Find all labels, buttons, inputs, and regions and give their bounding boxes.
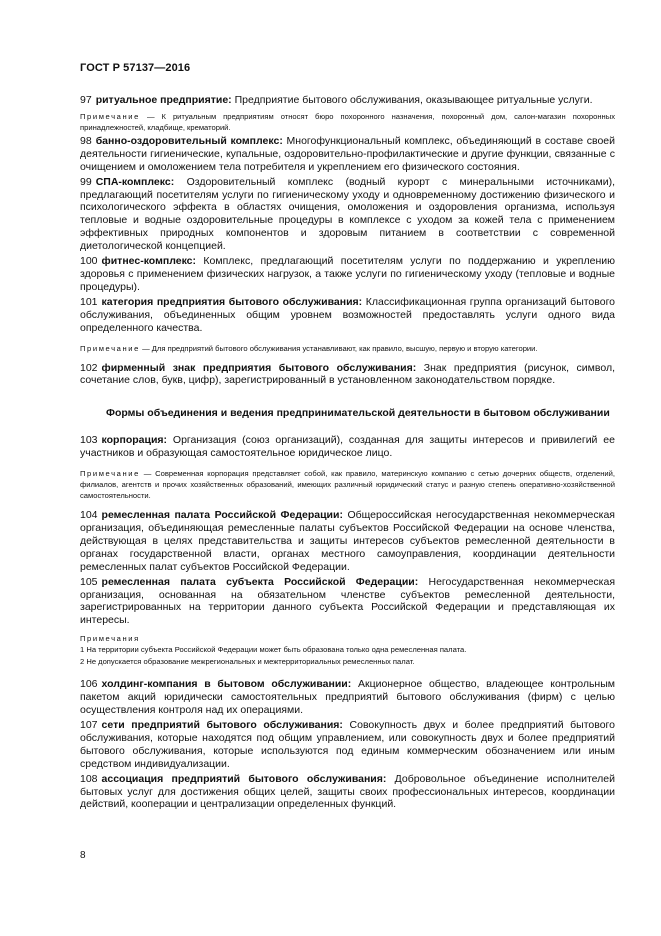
term-definition: Акционерное общество, владеющее контрольным пакетом акций юридически самостоятельных предприятий бытового обслуживания (фирм) с целью осуществления контроля над их операциями. [80, 678, 615, 717]
term-102 [80, 362, 615, 388]
term-number: 99 [80, 175, 92, 188]
note-label: Примечание [80, 111, 140, 121]
term-106 [80, 678, 615, 717]
term-number: 101 [80, 295, 98, 308]
term-name: категория предприятия бытового обслуживания: [101, 295, 363, 308]
term-definition: Оздоровительный комплекс (водный курорт с минеральными источниками), предлагающий посетителям услуги по гигиеническому уходу и одновременному достижению физического и психологического эффекта в областях очищения, омоложения и оздоровления организма, используя тепловые и водные оздоровительные процедуры в комплексе с уходом за кожей тела с применением эффективных природных компонентов и здоровым питанием в соответствии с современной диетологической концепцией. [80, 175, 616, 253]
document-header: ГОСТ Р 57137—2016 [80, 62, 191, 74]
term-definition: Предприятие бытового обслуживания, оказывающее ритуальные услуги. [234, 94, 593, 106]
term-number: 100 [80, 255, 98, 268]
note-text: Современная корпорация представляет собой, как правило, материнскую компанию с сетью дочерних обществ, отделений, филиалов, агентств и прочих хозяйственных образований, имеющих различный юридический статус и разную степень оперативно-хозяйственной самостоятельности. [80, 469, 615, 501]
note-text: Для предприятий бытового обслуживания устанавливают, как правило, высшую, первую и вторую категории. [151, 343, 538, 353]
term-name: фирменный знак предприятия бытового обслуживания: [101, 361, 417, 374]
term-name: фитнес-комплекс: [101, 255, 197, 268]
note-103: Примечание — Современная корпорация представляет собой, как правило, материнскую компанию с сетью дочерних обществ, отделений, филиалов, агентств и прочих хозяйственных образований, имеющих различный юридический статус и разную степень оперативно-хозяйственной самостоятельности. [80, 469, 615, 501]
term-name: ритуальное предприятие: [95, 94, 232, 106]
term-number: 103 [80, 434, 98, 447]
term-name: сети предприятий бытового обслуживания: [101, 719, 343, 731]
term-number: 97 [80, 94, 92, 106]
note-label: Примечание [80, 343, 140, 353]
term-definition: Комплекс, предлагающий посетителям услуги по поддержанию и укреплению здоровья с применением физических нагрузок, а также услуги по гигиеническому уходу (тепловые и водные процедуры). [80, 255, 615, 293]
term-definition: Многофункциональный комплекс, объединяющий в составе своей деятельности гигиенические, купальные, оздоровительно-профилактические и другие функции, связанные с очищением и омоложением тела потребителя и укреплением его физического состояния. [80, 134, 615, 173]
term-definition: Классификационная группа организаций бытового обслуживания, объединенных общим уровнем возможностей предоставлять услуги одного вида определенного качества. [80, 295, 616, 334]
term-number: 105 [80, 575, 98, 588]
note-text: К ритуальным предприятиям относят бюро похоронного назначения, похоронный дом, салон-магазин похоронных принадлежностей, кладбище, крематорий. [80, 111, 615, 132]
term-name: ремесленная палата субъекта Российской Федерации: [101, 575, 419, 588]
term-name: холдинг-компания в бытовом обслуживании: [101, 678, 352, 691]
term-number: 108 [80, 772, 98, 785]
term-name: СПА-комплекс: [95, 175, 175, 188]
term-101 [80, 296, 615, 335]
term-97 [80, 94, 615, 107]
term-108 [80, 773, 615, 812]
term-99 [80, 176, 615, 253]
term-definition: Негосударственная некоммерческая организация, основанная на обязательном членстве субъектов ремесленной деятельности, зарегистрированных на территории данного субъекта Российской Федерации и представляющая их интересы. [80, 575, 616, 627]
term-100 [80, 255, 615, 294]
term-name: банно-оздоровительный комплекс: [95, 134, 283, 147]
term-98 [80, 135, 615, 174]
note-97: Примечание — К ритуальным предприятиям относят бюро похоронного назначения, похоронный дом, салон-магазин похоронных принадлежностей, кладбище, крематорий. [80, 111, 615, 132]
term-105 [80, 576, 615, 628]
term-number: 106 [80, 678, 98, 691]
term-name: ремесленная палата Российской Федерации: [101, 509, 343, 522]
term-definition: Общероссийская негосударственная некоммерческая организация, объединяющая ремесленные палаты субъектов Российской Федерации на основе членства, действующая в целях представительства и защиты интересов субъектов ремесленной деятельности в органах государственной власти, органах местного самоуправления, координации деятельности ремесленных палат субъектов Российской Федерации. [80, 509, 615, 573]
term-107 [80, 719, 615, 771]
note-105-2: 2 Не допускается образование межрегиональных и межтерриториальных ремесленных палат. [80, 657, 415, 667]
page-number: 8 [80, 850, 86, 861]
term-number: 107 [80, 719, 98, 731]
section-heading: Формы объединения и ведения предпринимательской деятельности в бытовом обслуживании [106, 407, 610, 420]
term-name: корпорация: [101, 434, 168, 447]
term-103 [80, 434, 615, 460]
note-105-1: 1 На территории субъекта Российской Федерации может быть образована только одна ремесленная палата. [80, 645, 467, 655]
term-number: 102 [80, 361, 98, 374]
term-definition: Совокупность двух и более предприятий бытового обслуживания, которые находятся под общим управлением, или совокупность двух и более предприятий бытового обслуживания, которые используются под единым коммерческим обозначением или иным средством индивидуализации. [80, 719, 615, 770]
term-number: 98 [80, 134, 92, 147]
term-definition: Организация (союз организаций), созданная для защиты интересов и привилегий ее участников и образующая самостоятельное юридическое лицо. [80, 434, 615, 460]
term-104 [80, 509, 615, 574]
notes-heading: Примечания [80, 634, 140, 644]
note-label: Примечание [80, 469, 140, 479]
note-101: Примечание — Для предприятий бытового обслуживания устанавливают, как правило, высшую, первую и вторую категории. [80, 343, 538, 353]
term-name: ассоциация предприятий бытового обслуживания: [101, 772, 387, 785]
term-definition: Знак предприятия (рисунок, символ, сочетание слов, букв, цифр), зарегистрированный в установленном законодательством порядке. [80, 361, 616, 387]
term-number: 104 [80, 509, 98, 522]
term-definition: Добровольное объединение исполнителей бытовых услуг для достижения общих целей, защиты своих профессиональных интересов, координации действий, кооперации и централизации определенных функций. [80, 772, 615, 811]
document-page [80, 62, 615, 813]
